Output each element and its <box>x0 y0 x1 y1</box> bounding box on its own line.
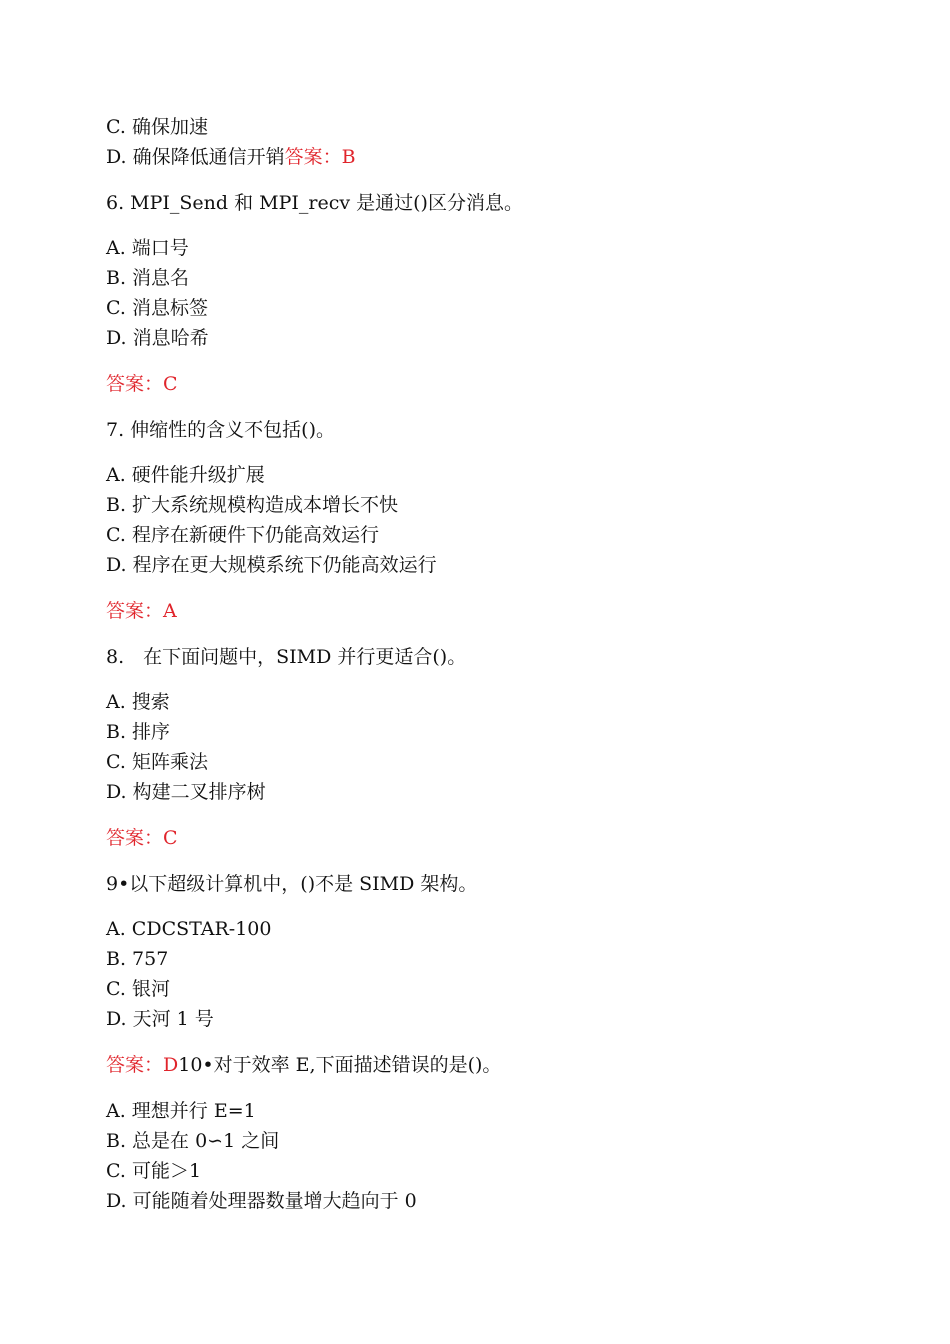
q7-stem: 7. 伸缩性的含义不包括()。 <box>106 419 335 441</box>
q5-option-d-line <box>106 145 356 169</box>
q6-answer: 答案：C <box>106 373 178 395</box>
q6-stem: 6. MPI_Send 和 MPI_recv 是通过()区分消息。 <box>106 192 523 214</box>
q9-answer-q10-stem-line <box>106 1053 501 1077</box>
q9-option-d: D. 天河 1 号 <box>106 1008 214 1030</box>
q9-option-c: C. 银河 <box>106 978 170 1000</box>
q9-option-a: A. CDCSTAR-100 <box>106 918 272 940</box>
q9-stem: 9•以下超级计算机中，()不是 SIMD 架构。 <box>106 873 478 895</box>
q5-option-d: D. 确保降低通信开销 <box>106 146 285 168</box>
q7-answer: 答案：A <box>106 600 177 622</box>
q7-option-c: C. 程序在新硬件下仍能高效运行 <box>106 524 379 546</box>
q8-option-c: C. 矩阵乘法 <box>106 751 208 773</box>
q9-option-b: B. 757 <box>106 948 169 970</box>
q10-stem: 10•对于效率 E,下面描述错误的是()。 <box>178 1054 502 1076</box>
q10-option-d: D. 可能随着处理器数量增大趋向于 0 <box>106 1190 417 1212</box>
q5-answer: 答案：B <box>284 146 356 168</box>
q10-option-c: C. 可能＞1 <box>106 1160 202 1182</box>
q9-answer: 答案：D <box>106 1054 179 1076</box>
q6-option-b: B. 消息名 <box>106 267 190 289</box>
q7-option-b: B. 扩大系统规模构造成本增长不快 <box>106 494 399 516</box>
q10-option-a: A. 理想并行 E=1 <box>106 1100 256 1122</box>
q8-option-b: B. 排序 <box>106 721 171 743</box>
q8-stem: 8. 在下面问题中，SIMD 并行更适合()。 <box>106 646 467 668</box>
q6-option-c: C. 消息标签 <box>106 297 208 319</box>
q10-option-b: B. 总是在 0∽1 之间 <box>106 1130 280 1152</box>
q8-option-d: D. 构建二叉排序树 <box>106 781 266 803</box>
q6-option-d: D. 消息哈希 <box>106 327 209 349</box>
q8-answer: 答案：C <box>106 827 178 849</box>
q7-option-d: D. 程序在更大规模系统下仍能高效运行 <box>106 554 437 576</box>
q7-option-a: A. 硬件能升级扩展 <box>106 464 265 486</box>
q5-option-c: C. 确保加速 <box>106 116 208 138</box>
q8-option-a: A. 搜索 <box>106 691 170 713</box>
q6-option-a: A. 端口号 <box>106 237 189 259</box>
